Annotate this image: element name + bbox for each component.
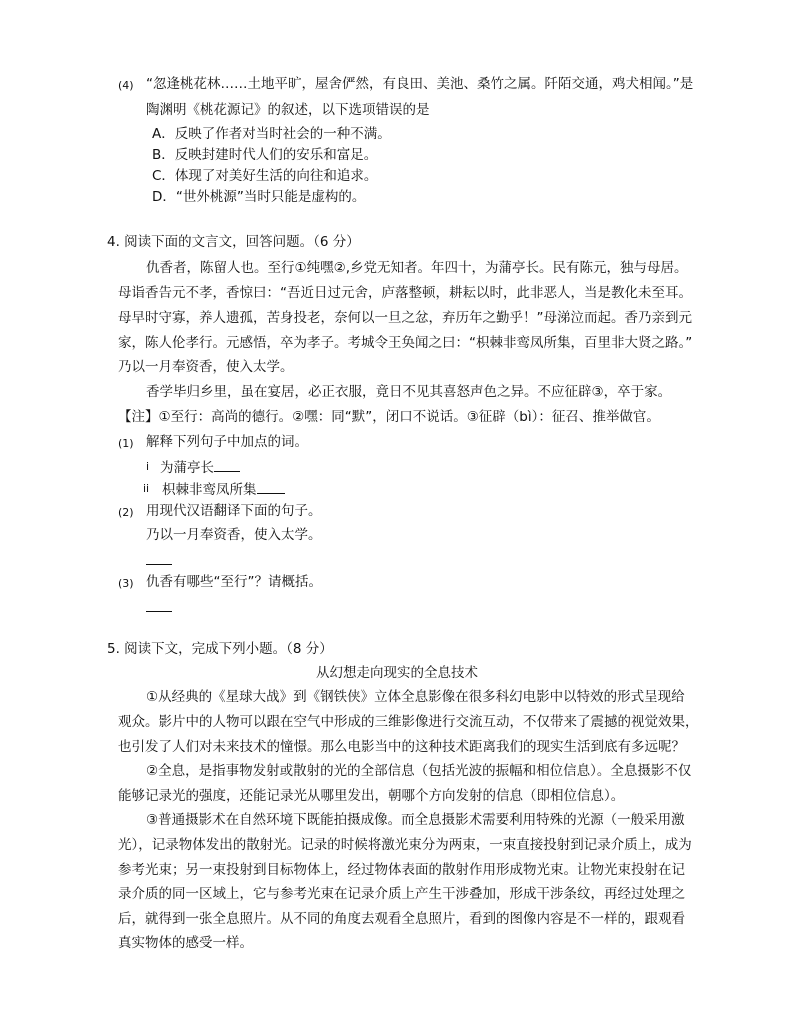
article-title: 从幻想走向现实的全息技术 bbox=[316, 665, 478, 681]
answer-blank[interactable] bbox=[146, 552, 172, 569]
option-c: C．体现了对美好生活的向往和追求。 bbox=[152, 168, 378, 184]
answer-blank[interactable] bbox=[146, 599, 172, 616]
paragraph-line: 后，就得到一张全息照片。从不同的角度去观看全息照片，看到的图像内容是不一样的，跟观看 bbox=[118, 911, 685, 927]
paragraph-line: 真实物体的感受一样。 bbox=[118, 935, 253, 951]
passage-line: 香学毕归乡里，虽在宴居，必正衣服，竟日不见其喜怒声色之异。不应征辟③，卒于家。 bbox=[146, 384, 672, 400]
question-text-line: “忽逢桃花林……土地平旷，屋舍俨然，有良田、美池、桑竹之属。阡陌交通，鸡犬相闻。”是 bbox=[146, 76, 694, 92]
sentence-to-translate: 乃以一月奉资香，使入太学。 bbox=[146, 527, 322, 543]
paragraph-line: ③普通摄影术在自然环境下既能拍摄成像。而全息摄影术需要利用特殊的光源（一般采用激 bbox=[146, 812, 685, 828]
paragraph-line: 录介质的同一区域上，它与参考光束在记录介质上产生干涉叠加，形成干涉条纹，再经过处理之 bbox=[118, 886, 685, 902]
passage-line: 仇香者，陈留人也。至行①纯嘿②,乡党无知者。年四十，为蒲亭长。民有陈元，独与母居。 bbox=[146, 260, 688, 276]
item-text: 为蒲亭长 bbox=[160, 459, 240, 476]
paragraph-line: ②全息，是指事物发射或散射的光的全部信息（包括光波的振幅和相位信息）。全息摄影不仅 bbox=[146, 763, 692, 779]
question-text-line: 陶渊明《桃花源记》的叙述，以下选项错误的是 bbox=[146, 102, 430, 118]
sub-question-number: (3) bbox=[118, 577, 134, 590]
question-heading: 5. 阅读下文，完成下列小题。（8 分） bbox=[107, 641, 333, 657]
passage-line: 母早时守寡，养人遗孤，苦身投老，奈何以一旦之忿，弃历年之勤乎！”母涕泣而起。香乃亲到元 bbox=[118, 310, 692, 326]
paragraph-line: 光），记录物体发出的散射光。记录的时候将激光束分为两束，一束直接投射到记录介质上，成为 bbox=[118, 837, 692, 853]
footnote: 【注】①至行：高尚的德行。②嘿：同“默”，闭口不说话。③征辟（bì）：征召、推举做官。 bbox=[118, 409, 660, 425]
item-text: 枳棘非鸾凤所集 bbox=[162, 481, 285, 498]
item-number: ii bbox=[143, 482, 150, 495]
sub-question-number: (4) bbox=[118, 79, 134, 92]
paragraph-line: 也引发了人们对未来技术的憧憬。那么电影当中的这种技术距离我们的现实生活到底有多远呢？ bbox=[118, 739, 685, 755]
answer-blank[interactable] bbox=[214, 459, 240, 472]
paragraph-line: ①从经典的《星球大战》到《钢铁侠》立体全息影像在很多科幻电影中以特效的形式呈现给 bbox=[146, 689, 685, 705]
paragraph-line: 参考光束；另一束投射到目标物体上，经过物体表面的散射作用形成物光束。让物光束投射在记 bbox=[118, 862, 685, 878]
option-b: B．反映封建时代人们的安乐和富足。 bbox=[152, 147, 378, 163]
sub-question-text: 解释下列句子中加点的词。 bbox=[146, 434, 308, 450]
question-heading: 4. 阅读下面的文言文，回答问题。（6 分） bbox=[107, 234, 360, 250]
sub-question-number: (1) bbox=[118, 437, 134, 450]
passage-line: 家，陈人伦孝行。元感悟，卒为孝子。考城令王奂闻之曰：“枳棘非鸾凤所集，百里非大贤之路。” bbox=[118, 335, 693, 351]
passage-line: 母诣香告元不孝，香惊曰：“吾近日过元舍，庐落整顿，耕耘以时，此非恶人，当是教化未至耳。 bbox=[118, 285, 692, 301]
passage-line: 乃以一月奉资香，使入太学。 bbox=[118, 359, 294, 375]
sub-question-number: (2) bbox=[118, 506, 134, 519]
sub-question-text: 仇香有哪些“至行”？请概括。 bbox=[146, 574, 322, 590]
option-a: A．反映了作者对当时社会的一种不满。 bbox=[152, 126, 391, 142]
item-number: i bbox=[146, 460, 150, 473]
paragraph-line: 观众。影片中的人物可以跟在空气中形成的三维影像进行交流互动，不仅带来了震撼的视觉效果， bbox=[118, 714, 699, 730]
paragraph-line: 能够记录光的强度，还能记录光从哪里发出，朝哪个方向发射的信息（即相位信息）。 bbox=[118, 788, 625, 804]
answer-blank[interactable] bbox=[257, 481, 285, 494]
option-d: D．“世外桃源”当时只能是虚构的。 bbox=[152, 189, 366, 205]
sub-question-text: 用现代汉语翻译下面的句子。 bbox=[146, 503, 322, 519]
